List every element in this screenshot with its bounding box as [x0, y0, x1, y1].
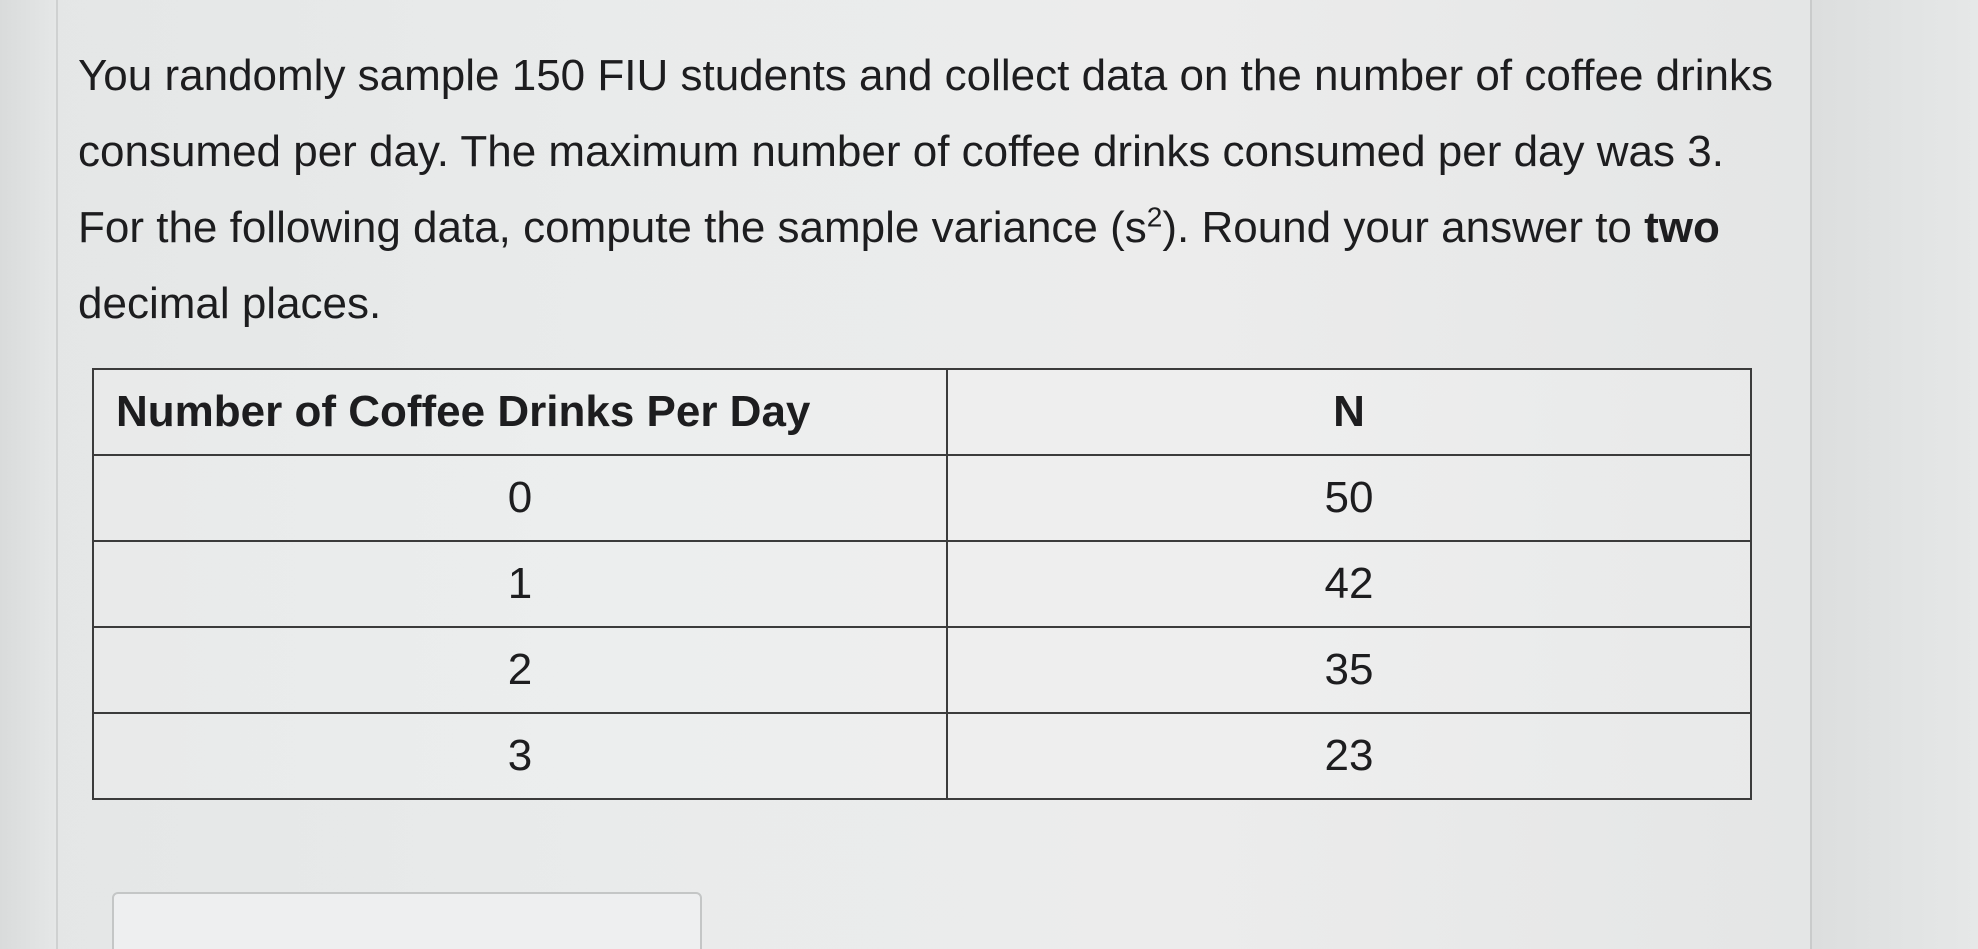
table-header-row: [93, 369, 1751, 455]
emphasis-two: two: [1644, 203, 1720, 252]
right-screen-edge: [1810, 0, 1978, 949]
question-text-part-3: decimal places.: [78, 279, 382, 328]
table-row: [93, 627, 1751, 713]
header-n: N: [947, 369, 1751, 455]
coffee-data-table: [92, 368, 1752, 800]
answer-input[interactable]: [112, 892, 702, 949]
header-drinks-per-day: Number of Coffee Drinks Per Day: [93, 369, 947, 455]
count-cell: 42: [947, 541, 1751, 627]
count-cell: 23: [947, 713, 1751, 799]
table-row: [93, 541, 1751, 627]
left-screen-edge: [0, 0, 58, 949]
table-row: [93, 713, 1751, 799]
question-text: [78, 38, 1778, 342]
drinks-cell: 2: [93, 627, 947, 713]
question-panel: [58, 0, 1808, 949]
drinks-cell: 0: [93, 455, 947, 541]
drinks-cell: 3: [93, 713, 947, 799]
count-cell: 35: [947, 627, 1751, 713]
count-cell: 50: [947, 455, 1751, 541]
drinks-cell: 1: [93, 541, 947, 627]
question-text-part-1: You randomly sample 150 FIU students and collect data on the number of coffee drinks consumed per day. The maximum number of coffee drinks consumed per day was 3. For the following data, compute the sample variance (s: [78, 51, 1774, 252]
superscript-2: 2: [1146, 201, 1163, 233]
question-text-part-2: ). Round your answer to: [1162, 203, 1645, 252]
table-row: [93, 455, 1751, 541]
